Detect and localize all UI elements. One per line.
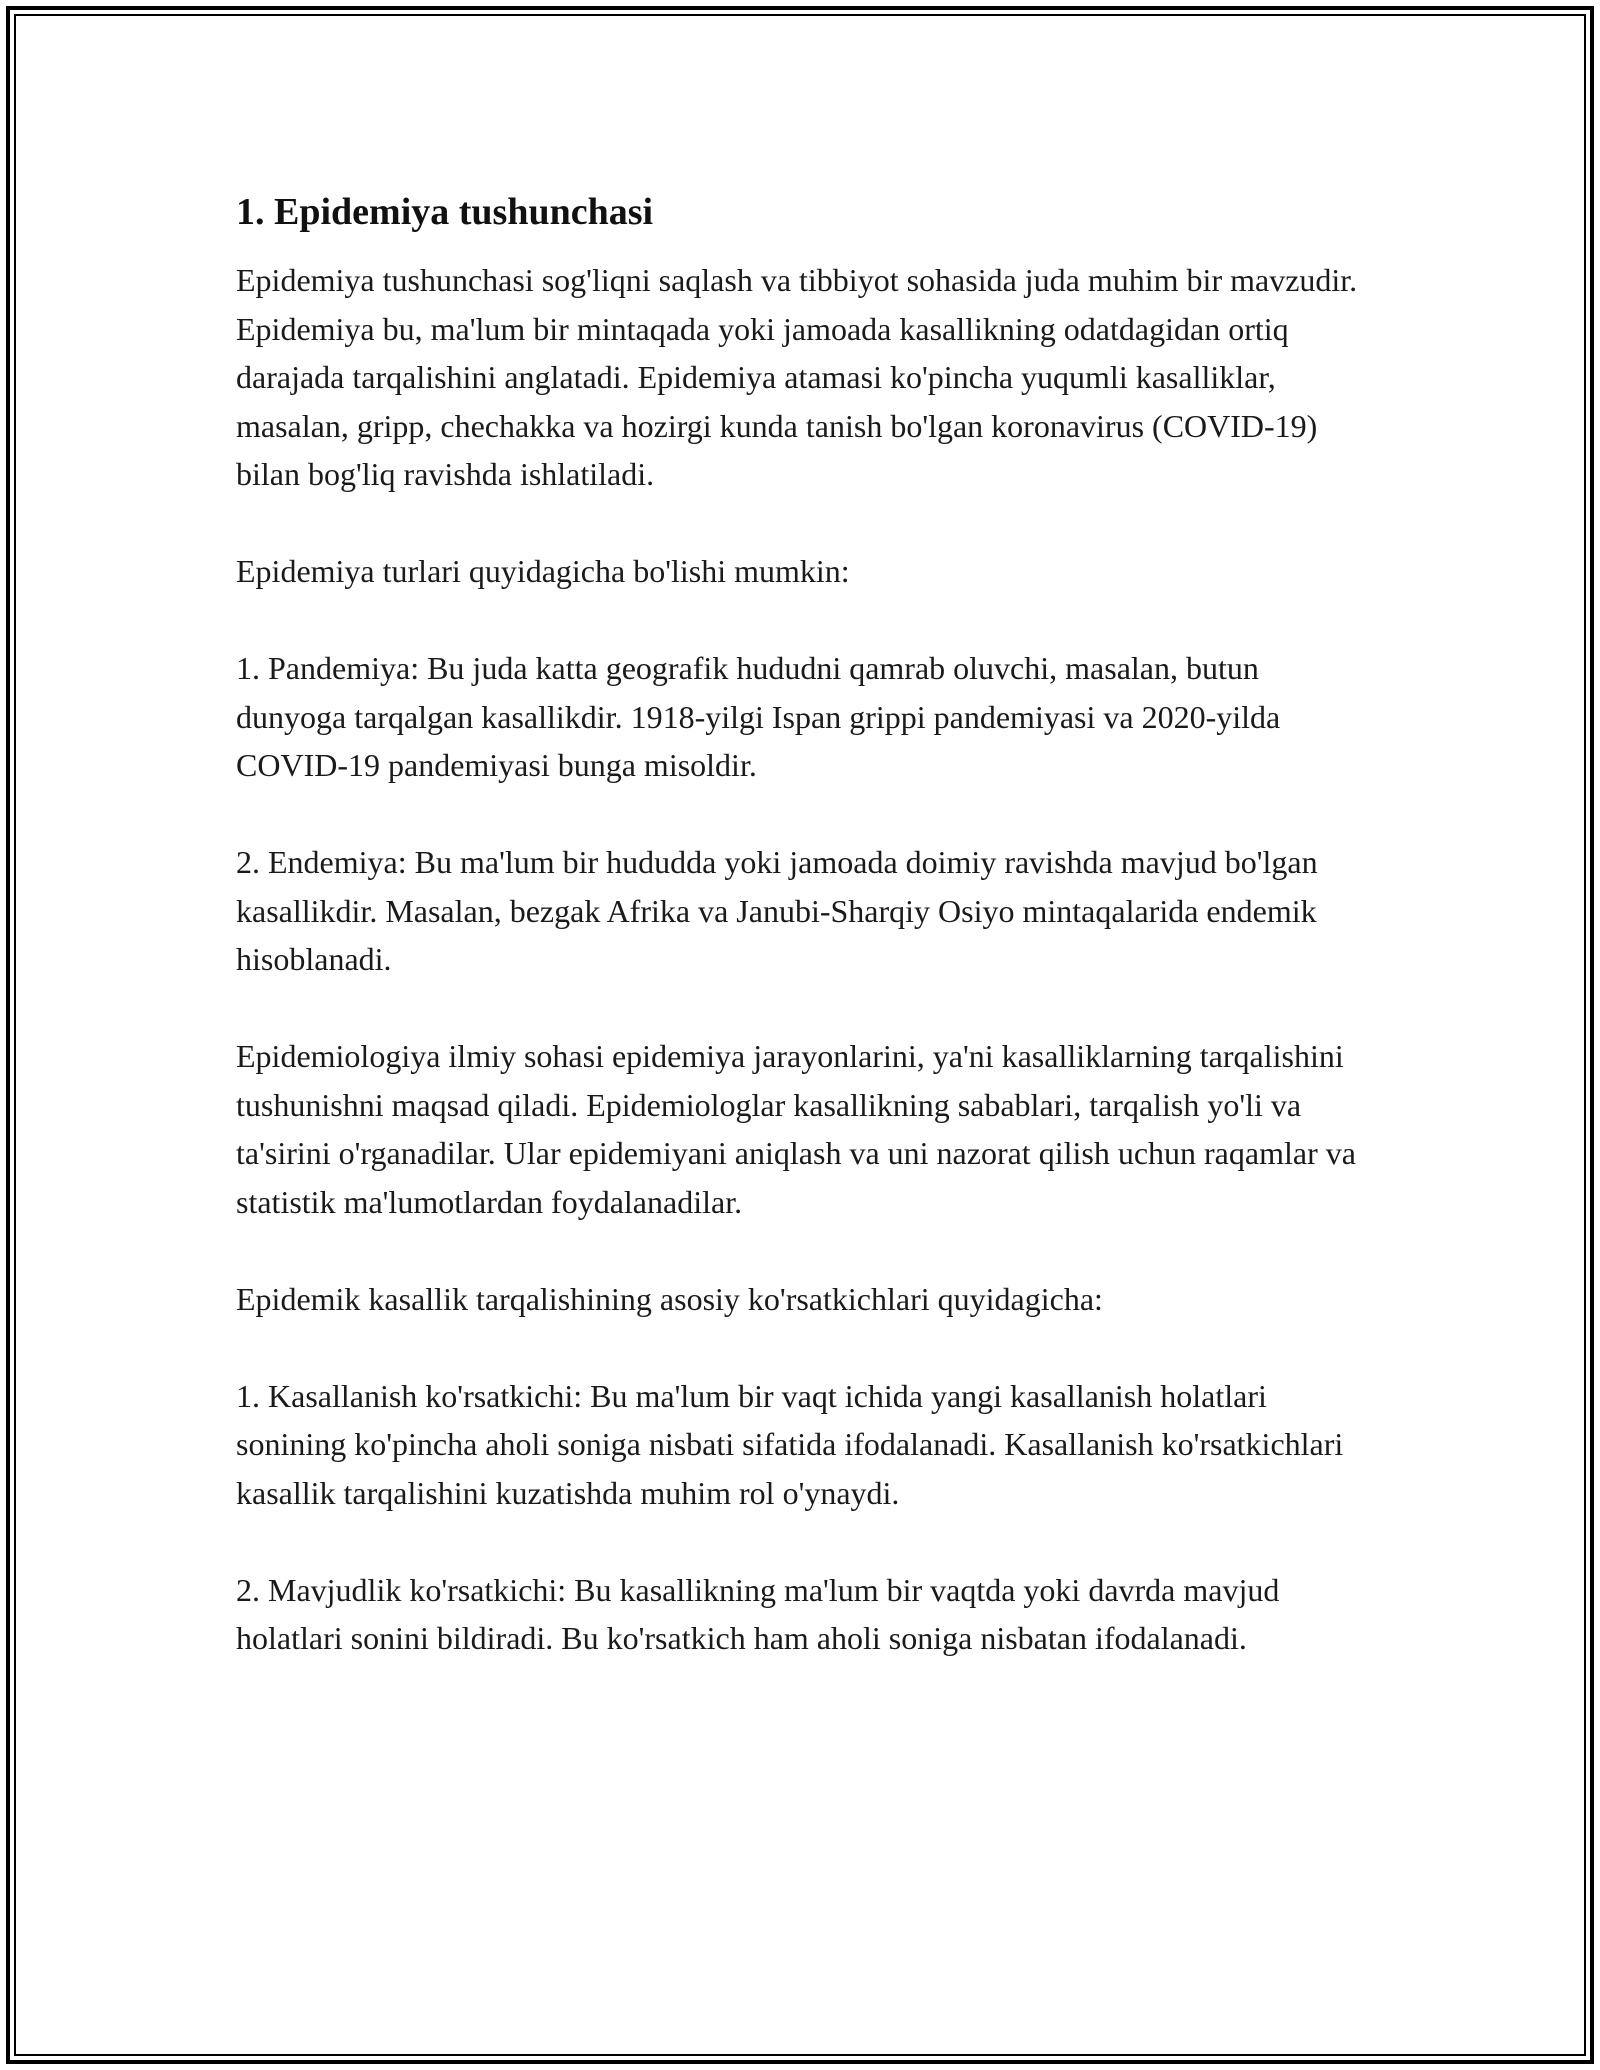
paragraph-intro: Epidemiya tushunchasi sog'liqni saqlash va tibbiyot sohasida juda muhim bir mavzudir. Epidemiya bu, ma'lum bir mintaqada yoki jamoada kasallikning odatdagidan ortiq darajada tarqalishini anglatadi. Epidemiya atamasi ko'pincha yuqumli kasalliklar, masalan, gripp, chechakka va hozirgi kunda tanish bo'lgan koronavirus (COVID-19) bilan bog'liq ravishda ishlatiladi.	[236, 262, 1358, 492]
section-heading: 1. Epidemiya tushunchasi	[236, 191, 654, 233]
paragraph-pandemic: 1. Pandemiya: Bu juda katta geografik hududni qamrab oluvchi, masalan, butun dunyoga tarqalgan kasallikdir. 1918-yilgi Ispan grippi pandemiyasi va 2020-yilda COVID-19 pandemiyasi bunga misoldir.	[236, 650, 1281, 783]
document-body	[236, 186, 1372, 1663]
paragraph-types-intro: Epidemiya turlari quyidagicha bo'lishi mumkin:	[236, 553, 850, 589]
paragraph-indicators-intro: Epidemik kasallik tarqalishining asosiy ko'rsatkichlari quyidagicha:	[236, 1280, 1103, 1317]
paragraph-endemic: 2. Endemiya: Bu ma'lum bir hududda yoki jamoada doimiy ravishda mavjud bo'lgan kasallikdir. Masalan, bezgak Afrika va Janubi-Sharqiy Osiyo mintaqalarida endemik hisoblanadi.	[236, 844, 1318, 977]
paragraph-incidence: 1. Kasallanish ko'rsatkichi: Bu ma'lum bir vaqt ichida yangi kasallanish holatlari sonining ko'pincha aholi soniga nisbati sifatida ifodalanadi. Kasallanish ko'rsatkichlari kasallik tarqalishini kuzatishda muhim rol o'ynaydi.	[236, 1377, 1344, 1511]
paragraph-prevalence: 2. Mavjudlik ko'rsatkichi: Bu kasallikning ma'lum bir vaqtda yoki davrda mavjud holatlari sonini bildiradi. Bu ko'rsatkich ham aholi soniga nisbatan ifodalanadi.	[236, 1571, 1280, 1656]
paragraph-epidemiology: Epidemiologiya ilmiy sohasi epidemiya jarayonlarini, ya'ni kasalliklarning tarqalishini tushunishni maqsad qiladi. Epidemiologlar kasallikning sabablari, tarqalish yo'li va ta'sirini o'rganadilar. Ular epidemiyani aniqlash va uni nazorat qilish uchun raqamlar va statistik ma'lumotlardan foydalanadilar.	[236, 1038, 1356, 1220]
